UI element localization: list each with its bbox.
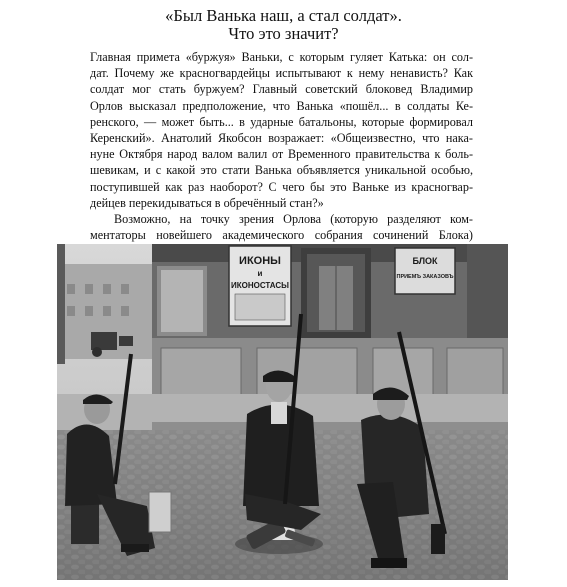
distant-cart — [91, 332, 117, 350]
text-line: нуне Октября народ валом валил от Временного правительства к боль- — [90, 147, 473, 162]
historical-photograph — [57, 244, 508, 580]
sign-text: и — [257, 269, 263, 278]
text-line: Керенский». Анатолий Якобсон возражает: «Общеизвестно, что нака- — [90, 130, 473, 145]
article-body — [90, 49, 473, 243]
blok-shop-sign — [395, 248, 455, 294]
text-line: Главная примета «буржуя» Ваньки, с которым гуляет Катька: он сол- — [90, 50, 473, 64]
text-line: Орлов высказал предположение, что Ванька «пошёл... в солдаты Ке- — [90, 98, 473, 113]
sign-text: ПРИЕМЪ ЗАКАЗОВЪ — [396, 274, 454, 280]
sign-text: БЛОК — [412, 256, 438, 266]
section-title-line-2: Что это значит? — [228, 24, 339, 43]
sign-text: ИКОНОСТАСЫ — [230, 281, 290, 290]
text-line: поступившей как раз наоборот? С чего бы это Ваньке из красногвар- — [90, 179, 473, 194]
text-line: дат. Почему же красногвардейцы испытывают к нему ненависть? Как — [90, 66, 473, 81]
text-line: Возможно, на точку зрения Орлова (которую разделяют ком- — [114, 211, 473, 226]
section-title-line-1: «Был Ванька наш, а стал солдат». — [165, 6, 402, 25]
text-line: дейцев перекидываться в обречённый стан?» — [90, 195, 324, 210]
text-line: солдат мог стать буржуем? Главный советский блоковед Владимир — [90, 82, 473, 97]
text-line: шевикам, и с какой это стати Ванька объявляется уникальной особью, — [90, 163, 473, 178]
text-line: ментаторы новейшего академического собрания сочинений Блока) — [90, 228, 473, 243]
text-line: ренского, — может быть... в ударные батальоны, которые формировал — [90, 114, 473, 129]
photo-illustration — [57, 244, 508, 580]
sign-text: ИКОНЫ — [239, 255, 281, 267]
